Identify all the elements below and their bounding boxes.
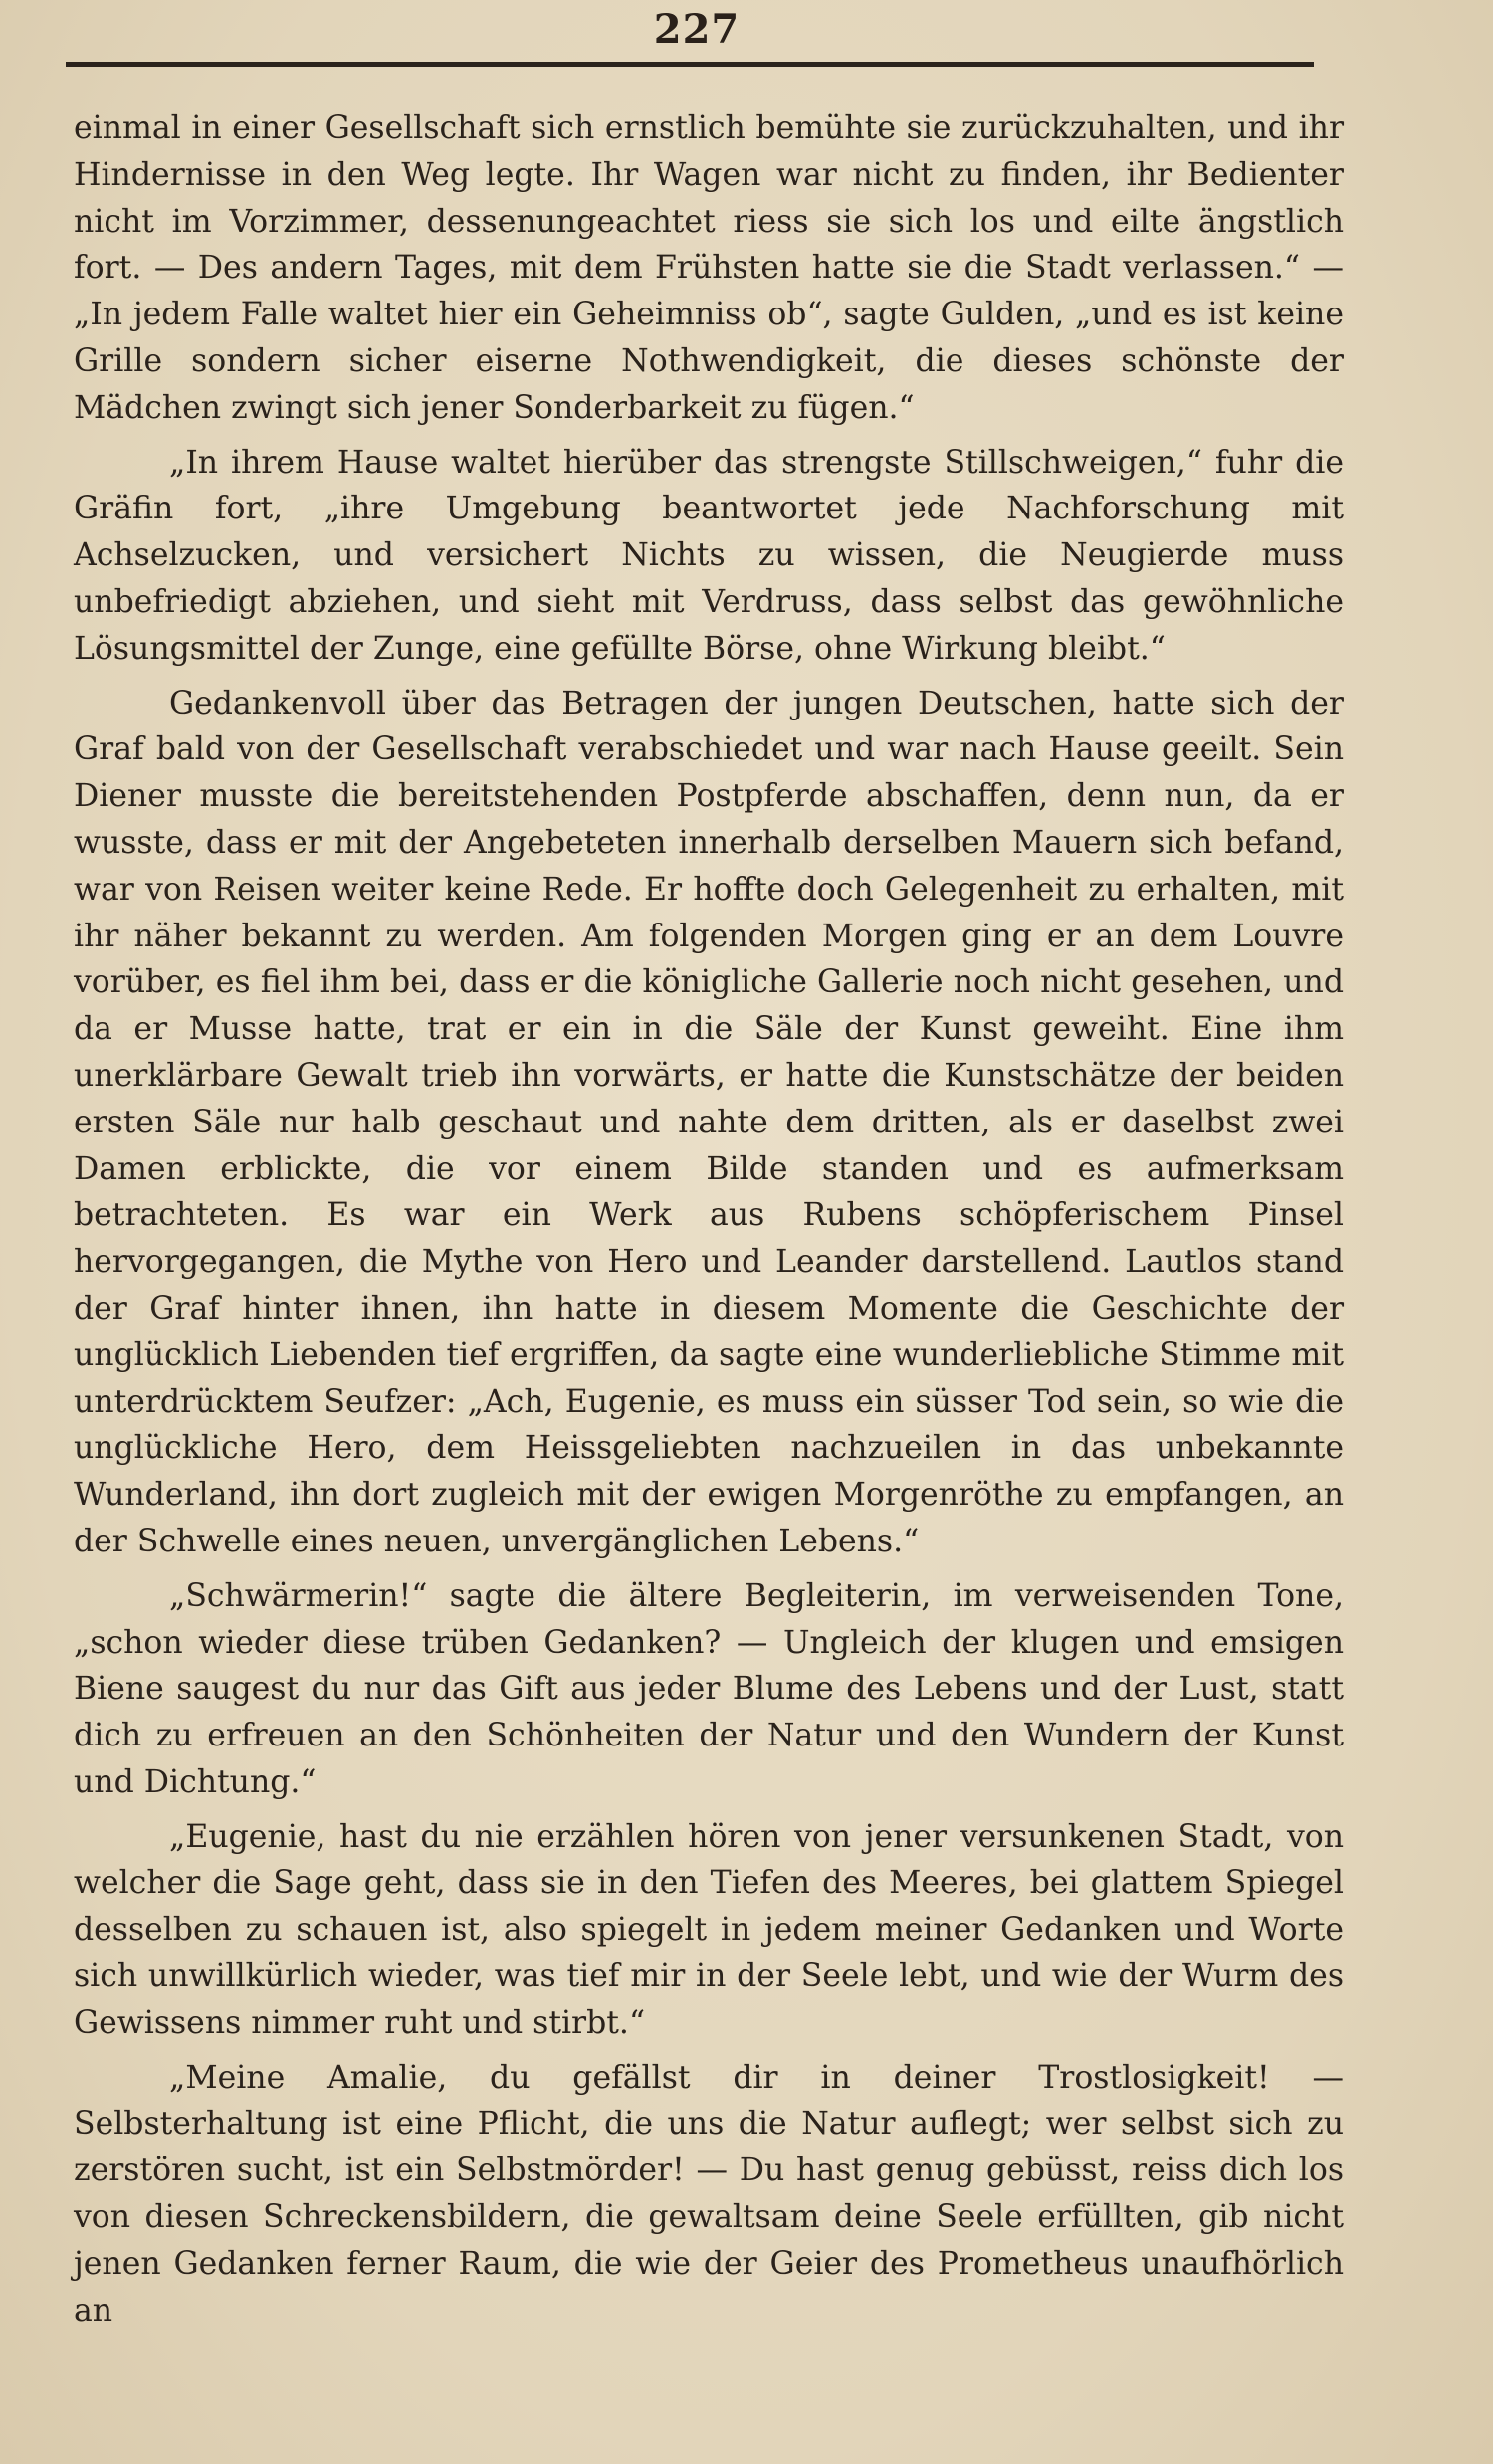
- paragraph-3: Gedankenvoll über das Betragen der jungen Deutschen, hatte sich der Graf bald von der Gesellschaft verabschiedet und war nach Hause geeilt. Sein Diener musste die bereitstehenden Postpferde abschaffen, denn nun, da er wusste, dass er mit der Angebeteten innerhalb derselben Mauern sich befand, war von Reisen weiter keine Rede. Er hoffte doch Gelegenheit zu erhalten, mit ihr näher bekannt zu werden. Am folgenden Morgen ging er an dem Louvre vorüber, es fiel ihm bei, dass er die königliche Gallerie noch nicht gesehen, und da er Musse hatte, trat er ein in die Säle der Kunst geweiht. Eine ihm unerklärbare Gewalt trieb ihn vorwärts, er hatte die Kunstschätze der beiden ersten Säle nur halb geschaut und nahte dem dritten, als er daselbst zwei Damen erblickte, die vor einem Bilde standen und es aufmerksam betrachteten. Es war ein Werk aus Rubens schöpferischem Pinsel hervorgegangen, die Mythe von Hero und Leander darstellend. Lautlos stand der Graf hinter ihnen, ihn hatte in diesem Momente die Geschichte der unglücklich Liebenden tief ergriffen, da sagte eine wunderliebliche Stimme mit unterdrücktem Seufzer: „Ach, Eugenie, es muss ein süsser Tod sein, so wie die unglückliche Hero, dem Heissgeliebten nachzueilen in das unbekannte Wunderland, ihn dort zugleich mit der ewigen Morgenröthe zu empfangen, an der Schwelle eines neuen, unvergänglichen Lebens.“: [74, 685, 1344, 1559]
- paragraph-6: „Meine Amalie, du gefällst dir in deiner Trostlosigkeit! — Selbsterhaltung ist eine Pflicht, die uns die Natur auflegt; wer selbst sich zu zerstören sucht, ist ein Selbstmörder! — Du hast genug gebüsst, reiss dich los von diesen Schreckensbildern, die gewaltsam deine Seele erfüllten, gib nicht jenen Gedanken ferner Raum, die wie der Geier des Prometheus unaufhörlich an: [74, 2059, 1344, 2329]
- paragraph-5: „Eugenie, hast du nie erzählen hören von jener versunkenen Stadt, von welcher die Sage geht, dass sie in den Tiefen des Meeres, bei glattem Spiegel desselben zu schauen ist, also spiegelt in jedem meiner Gedanken und Worte sich unwillkürlich wieder, was tief mir in der Seele lebt, und wie der Wurm des Gewissens nimmer ruht und stirbt.“: [74, 1818, 1344, 2041]
- body-text: [74, 105, 1344, 2342]
- header-rule: [66, 62, 1314, 67]
- paragraph-4: „Schwärmerin!“ sagte die ältere Begleiterin, im verweisenden Tone, „schon wieder diese trüben Gedanken? — Ungleich der klugen und emsigen Biene saugest du nur das Gift aus jeder Blume des Lebens und der Lust, statt dich zu erfreuen an den Schönheiten der Natur und den Wundern der Kunst und Dichtung.“: [74, 1577, 1344, 1800]
- page-number: 227: [653, 6, 741, 53]
- paragraph-2: „In ihrem Hause waltet hierüber das strengste Stillschweigen,“ fuhr die Gräfin fort, „ihre Umgebung beantwortet jede Nachforschung mit Achselzucken, und versichert Nichts zu wissen, die Neugierde muss unbefriedigt abziehen, und sieht mit Verdruss, dass selbst das gewöhnliche Lösungsmittel der Zunge, eine gefüllte Börse, ohne Wirkung bleibt.“: [74, 444, 1344, 667]
- paragraph-1: einmal in einer Gesellschaft sich ernstlich bemühte sie zurückzuhalten, und ihr Hindernisse in den Weg legte. Ihr Wagen war nicht zu finden, ihr Bedienter nicht im Vorzimmer, dessenungeachtet riess sie sich los und eilte ängstlich fort. — Des andern Tages, mit dem Frühsten hatte sie die Stadt verlassen.“ — „In jedem Falle waltet hier ein Geheimniss ob“, sagte Gulden, „und es ist keine Grille sondern sicher eiserne Nothwendigkeit, die dieses schönste der Mädchen zwingt sich jener Sonderbarkeit zu fügen.“: [74, 110, 1344, 426]
